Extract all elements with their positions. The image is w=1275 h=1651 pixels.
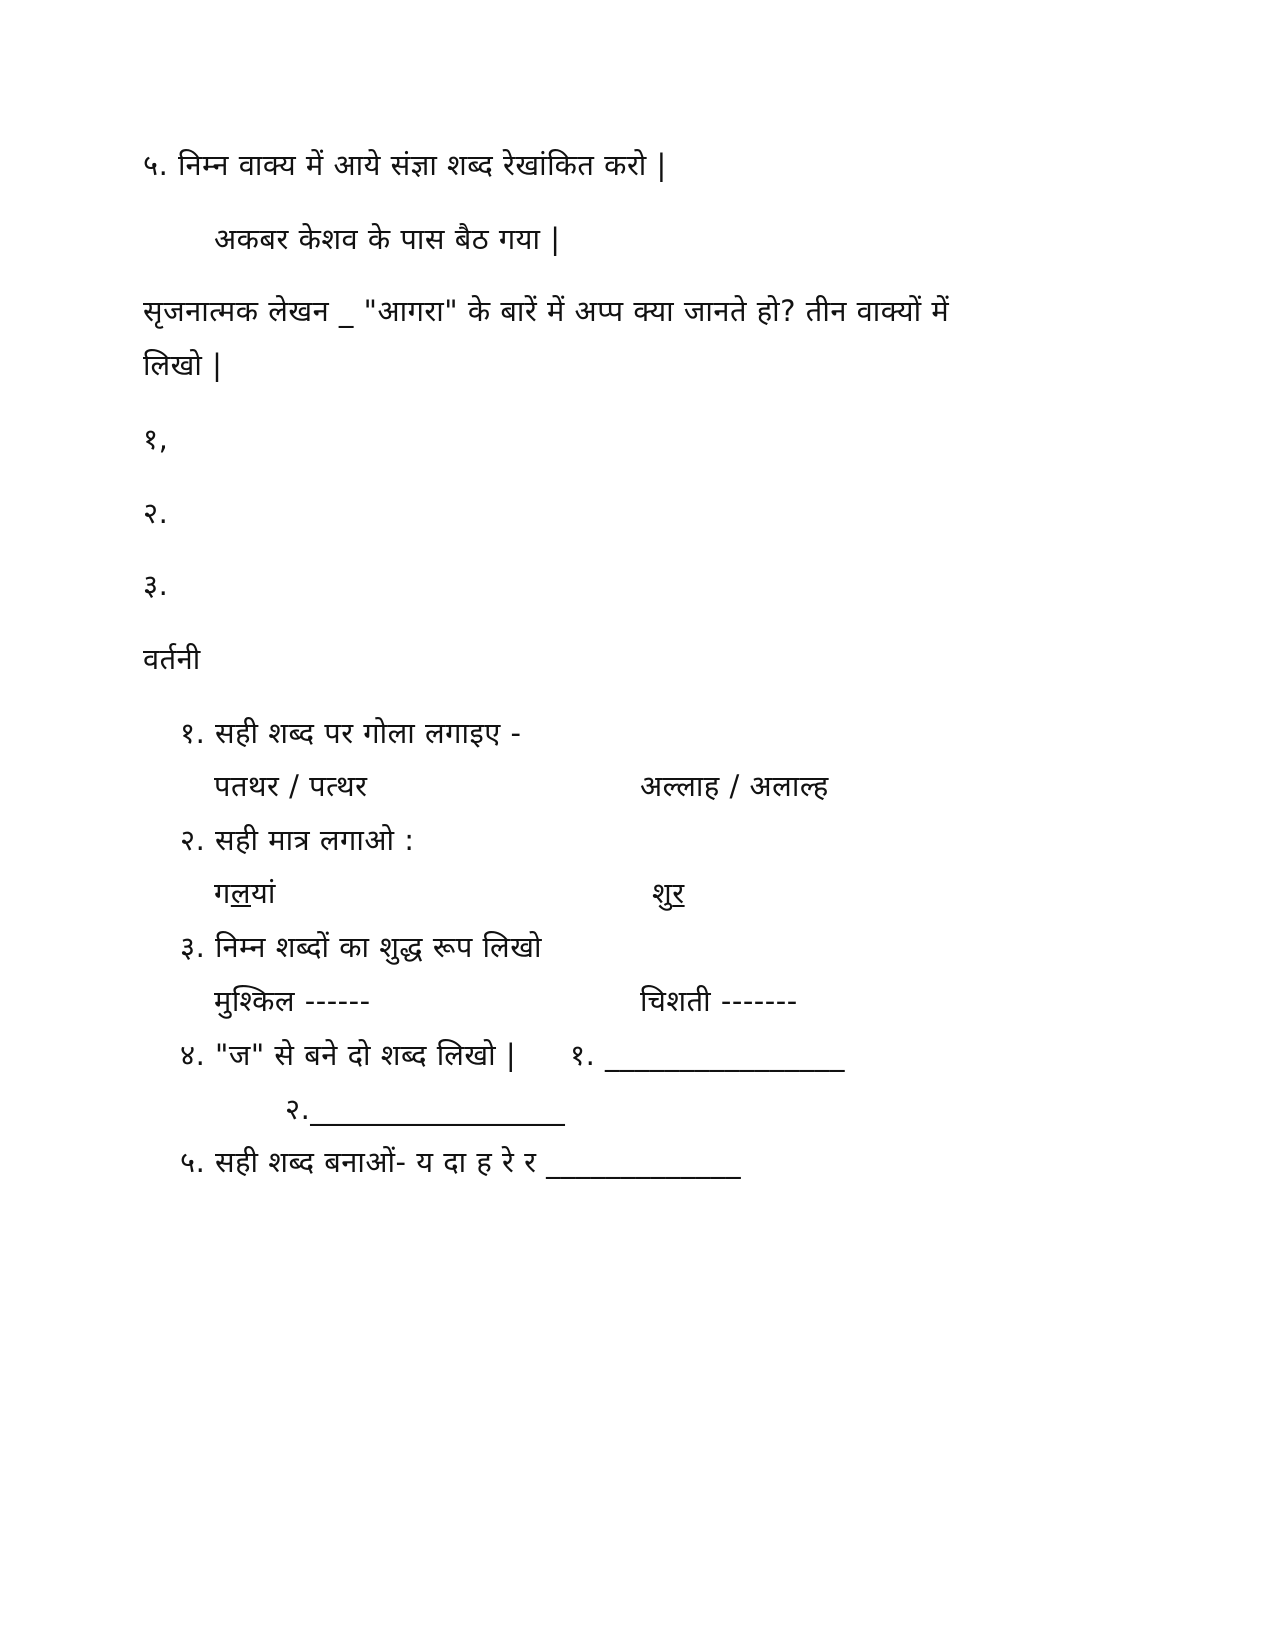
answer-line-2: २. [143,496,169,530]
spelling-q3-left-word: मुश्किल ------ [214,984,371,1018]
spelling-q1-prompt: १. सही शब्द पर गोला लगाइए - [180,716,522,750]
creative-writing-prompt-line2: लिखो | [143,348,223,382]
spelling-q4-blank-1: १. ________________ [570,1038,846,1072]
spelling-q1-left-options: पतथर / पत्थर [214,769,368,803]
spelling-heading: वर्तनी [143,642,201,676]
spelling-q1-right-options: अल्लाह / अलाल्ह [640,769,829,803]
answer-line-1: १, [143,422,169,456]
underlined-letter: ल [230,876,251,910]
spelling-q2-prompt: २. सही मात्र लगाओ : [180,823,415,857]
spelling-q5-prompt: ५. सही शब्द बनाओं- य दा ह रे र _____________ [180,1145,742,1179]
spelling-q4-blank-2: २._________________ [285,1092,566,1126]
question-5-sentence: अकबर केशव के पास बैठ गया | [214,222,561,256]
spelling-q3-right-word: चिशती ------- [640,984,798,1018]
spelling-q2-right-word: शुर [652,876,685,910]
creative-writing-prompt-line1: सृजनात्मक लेखन _ "आगरा" के बारें में अप्प क्या जानते हो? तीन वाक्यों में [143,294,950,328]
spelling-q4-prompt: ४. "ज" से बने दो शब्द लिखो | [180,1038,517,1072]
spelling-q2-left-word: गलयां [214,876,276,910]
answer-line-3: ३. [143,568,169,602]
question-5-prompt: ५. निम्न वाक्य में आये संज्ञा शब्द रेखांकित करो | [143,148,667,182]
underlined-letter: र [672,876,685,910]
spelling-q3-prompt: ३. निम्न शब्दों का शुद्ध रूप लिखो [180,930,542,964]
